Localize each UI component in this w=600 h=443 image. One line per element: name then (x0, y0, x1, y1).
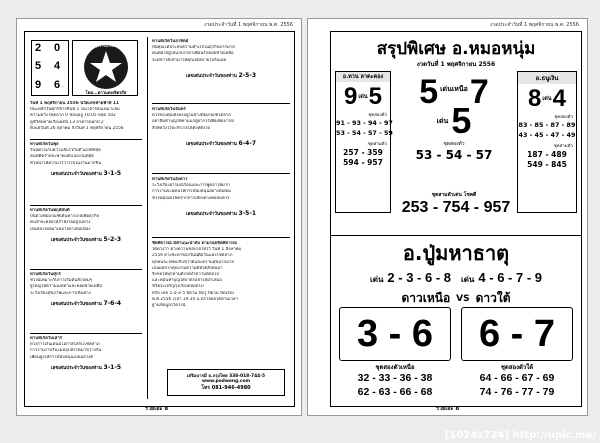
threes-row: 257 - 359 (343, 148, 383, 157)
den-label: เด่น (436, 116, 449, 125)
zodiac-section (30, 269, 142, 333)
threes-label: ชุดสามตัว (553, 144, 573, 149)
grid-cell: 9 (35, 79, 42, 91)
north-pair: 3 - 6 (356, 313, 434, 355)
section-line: วันนี้ควรเก็บความลับไว้กับตัวเองดีที่สุด (30, 148, 101, 154)
south-pair-box (461, 307, 573, 361)
zodiac-section (152, 103, 290, 173)
zodiac-section (152, 173, 290, 237)
intro-text (30, 101, 142, 132)
section2-title: อ.ปู่มหาธาตุ (402, 241, 510, 265)
logo-subtitle: โดย...ดาวแดงเจิดจรัส (85, 90, 127, 95)
lead-digit: 7 (469, 73, 489, 111)
number-grid (31, 40, 69, 96)
threes-row: 549 - 845 (527, 160, 567, 169)
section-title: ท่านที่เกิดวันศุกร์ (30, 272, 61, 277)
north-rows (335, 371, 455, 399)
section-line: หัวหน้าให้ความไว้วางใจในงานมากขึ้น (30, 160, 102, 166)
intro-line: ปีนะหลักวันศุกร์ข้างขึ้นที่ 1 ในเวลาร้อนเหมาะสม (30, 107, 120, 113)
article-title: ชิตพิจารณ์ มีคำแนะนำลับ ตามรอยชิตพิจารณ์ (152, 241, 237, 246)
grid-cell: 5 (35, 60, 42, 72)
article-line: ทุกคนจะได้พบกับข่าวดีและความสุขมากมาย (152, 259, 234, 265)
right-header-date: งวดประจำวันที่ 1 พฤศจิกายน พ.ศ. 2556 (490, 22, 579, 28)
right-footer: รวยเละ 8 (436, 406, 460, 412)
article-line: ชีวิตจะเจริญรุ่งเรืองตลอดไป (152, 284, 204, 290)
zodiac-section (30, 205, 142, 269)
zodiac-section (152, 39, 290, 103)
contact-box (167, 369, 285, 396)
intro-line: วันที่ 1 พฤศจิกายน 2556 นี้วัดเลขท้ายฟ้าที่ 11 (30, 101, 119, 106)
twos-row: 83 - 85 - 87 - 89 (518, 121, 576, 129)
section-line: การงานราบรื่นไม่มีอุปสรรคมาขวางกั้น (30, 348, 102, 354)
lucky-label: เลขเด่นประจำวันของท่าน (50, 301, 102, 307)
left-footer: รวยเละ 8 (145, 406, 169, 412)
article-line: เป็นผลจากคุณงามความดีที่ได้สั่งสมมา (152, 265, 223, 271)
contact-web[interactable]: www.podwong.com (201, 379, 251, 384)
logo-text: ซองสุวรรณเชี่ยวชาญ (87, 43, 125, 48)
twos-row: 43 - 45 - 47 - 49 (518, 131, 576, 139)
article (152, 237, 290, 309)
section-title: ท่านที่เกิดวันอาทิตย์ (152, 39, 189, 44)
section-line: เงินทองไหลมาเทมาอย่างต่อเนื่อง (30, 226, 91, 232)
section-line: อย่าลืมทำบุญให้ทานแก่ผู้ยากไร้เพื่อเพิ่มบารมี (152, 119, 234, 125)
south-row: 74 - 76 - 77 - 79 (479, 386, 555, 398)
right-page (307, 18, 588, 416)
den-label: เด่น (542, 96, 552, 102)
den-numbers: 2 - 3 - 6 - 8 (387, 270, 451, 285)
watermark: [1024x724] http://upic.me/ (444, 430, 596, 441)
prediction-box-right (517, 71, 577, 213)
vs-label: VS (456, 293, 470, 304)
banner-label: ชุดสามตัวเด่น โชคดี (431, 192, 477, 198)
right-column-sections (152, 39, 290, 309)
twos-row: 91 - 93 - 94 - 97 (336, 119, 393, 127)
twos-label: ชุดสองตัว (554, 115, 573, 120)
twos-label: ชุดสองตัว (368, 113, 387, 118)
article-line: และหมั่นทำบุญใส่บาตรอย่างสม่ำเสมอ (152, 278, 222, 284)
north-row: 32 - 33 - 36 - 38 (357, 372, 433, 384)
left-column-sections (30, 139, 142, 393)
page-subtitle: งวดวันที่ 1 พฤศจิกายน 2556 (416, 61, 496, 68)
box-name: อ.ทวน ลาตะคอง (336, 72, 390, 82)
section-line: สิ่งที่หวังไว้จะสำเร็จได้ดังที่ตั้งใจ (152, 125, 210, 131)
lucky-label: เลขเด่นประจำวันของท่าน (185, 141, 237, 147)
section-line: ช่วงนี้คุณมีโชคจากการเสี่ยงดวงพอสมควร (152, 195, 230, 201)
logo-box (72, 40, 138, 96)
lead-digit: 5 (451, 100, 472, 141)
threes-row: 594 - 957 (343, 158, 383, 167)
article-line: จึงขอให้ทุกท่านตั้งใจทำความดีต่อไป (152, 272, 220, 278)
section-line: คนที่คิดร้ายจะพ่ายแพ้ไปเองในที่สุด (30, 154, 95, 160)
twos-label: ชุดสองตัว (443, 141, 465, 147)
intro-line: ความหวังโชคลาภ 0 ช่อนอยู่ 16:05 หลุด 502 (30, 113, 116, 119)
lead-digit: 8 (528, 85, 542, 112)
north-pair-box (339, 307, 451, 361)
article-line: 2556 ดวงชะตาของวันนี้คือวันแห่งโชคลาภ (152, 253, 233, 259)
section-line: ช่วงนี้เหมาะกับการเริ่มต้นสิ่งใหม่ๆ (30, 278, 92, 284)
banner-numbers: 253 - 754 - 957 (401, 199, 511, 216)
star-south-label: ดาวใต้ (475, 291, 511, 305)
section-line: ผู้ใหญ่ให้ความเมตตาและคอยช่วยเหลือ (30, 284, 102, 290)
section-title: ท่านที่เกิดวันจันทร์ (152, 107, 186, 112)
lucky-label: เลขเด่นประจำวันของท่าน (50, 171, 102, 177)
lucky-number: 5-2-3 (103, 235, 122, 243)
grid-cell: 6 (54, 79, 61, 91)
section-line: ปีนี้คุณได้ประสบความสำเร็จในธุรกิจมากมาย (152, 45, 235, 51)
left-page (16, 18, 302, 416)
den-row (335, 270, 577, 286)
south-label: ชุดสองตัวใต้ (500, 364, 534, 371)
contact-tel: โทร 081-946-4980 (201, 385, 251, 391)
section-line: ปีนี้ดวงดีมีเกณฑ์เดินทางไกลเพื่อธุรกิจ (30, 214, 100, 220)
section-title: ท่านที่เกิดวันพุธ (30, 142, 59, 147)
lead-digit: 4 (552, 85, 566, 112)
section-line: จะมีข่าวดีเข้ามาให้คุณได้สบายใจกันเลย (152, 57, 227, 63)
south-pair: 6 - 7 (478, 313, 556, 355)
section-title: ท่านที่เกิดวันพฤหัสบดี (30, 208, 70, 213)
article-line: ฐานข้อมูลไว้ตรงนี้ (152, 303, 186, 309)
lucky-number: 3-5-1 (238, 209, 257, 217)
lucky-label: เลขเด่นประจำวันของท่าน (50, 365, 102, 371)
lead-digit: 9 (344, 83, 358, 110)
grid-cell: 4 (54, 60, 61, 72)
threes-label: ชุดสามตัว (367, 142, 387, 147)
lucky-number: 2-5-3 (238, 71, 257, 79)
lead-digit: 5 (419, 73, 439, 111)
versus-row (335, 289, 577, 308)
page-title: สรุปพิเศษ อ.หมอหนุ่ม (376, 39, 536, 59)
den-label: เด่น (461, 275, 475, 284)
intro-line: ดูชีวิตหลายเรื่องอ็ตนิ 13 อาคารดอกปี 2 (30, 119, 104, 125)
twos-row: 53 - 54 - 57 (415, 148, 493, 162)
den-north-label: เด่นเหนือ (440, 85, 468, 93)
section-title: ท่านที่เกิดวันเสาร์ (30, 336, 63, 341)
lucky-label: เลขเด่นประจำวันของท่าน (185, 73, 237, 79)
star-icon (84, 45, 128, 89)
lucky-number: 3-1-5 (103, 363, 122, 371)
contact-name: เสริมบารมี ธ.กรุงไทย 338-018-744-5 (186, 374, 266, 379)
threes-row: 187 - 489 (527, 150, 567, 159)
article-line: ได้ดวงว่า ดวงความชอบใจให้ไว้ วันที่ 1 สิงหาคม (152, 247, 242, 253)
grid-cell: 0 (54, 42, 61, 54)
star-north-label: ดาวเหนือ (401, 291, 451, 305)
grid-cell: 2 (35, 42, 42, 54)
intro-line: ตั้งแต่วันที่ 26 ตุลาคม ถึงวันที่ 1 พฤศจิกายน 2556 (30, 125, 124, 131)
lucky-number: 3-1-5 (103, 169, 122, 177)
north-label: ชุดสองตัวเหนือ (375, 364, 415, 371)
article-line: พ.ศ.2556 เวลา 19.34 น.ตรวจผลได้ตามเวลา (152, 296, 238, 302)
twos-row: 53 - 54 - 57 - 59 (336, 129, 393, 137)
prediction-box-left (335, 71, 391, 213)
lucky-label: เลขเด่นประจำวันของท่าน (185, 211, 237, 217)
section-line: คนที่มีใจผู้ได้แก่บรรดาเพื่อนรักคอยช่วยเหลือ (152, 51, 234, 57)
zodiac-section (30, 333, 142, 393)
south-rows (457, 371, 577, 399)
section-line: คนรักจะคอยให้กำลังใจอยู่ไม่ห่าง (30, 220, 91, 226)
den-label: เด่น (370, 275, 384, 284)
south-row: 64 - 66 - 67 - 69 (479, 372, 555, 384)
section-line: ดวงของคุณยังคงอยู่ในช่วงดีมีเกณฑ์ได้ลาภ (152, 113, 232, 119)
article-line: หรือ เลข 1-2-3-5 ปิดวน ปิดรู ปิดวน ปิดเรียง (152, 290, 235, 296)
section-title: ท่านที่เกิดวันอังคาร (152, 177, 188, 182)
north-row: 62 - 63 - 66 - 68 (357, 386, 433, 398)
zodiac-section (30, 139, 142, 205)
logo-emblem (84, 45, 128, 89)
section-line: การงานจะมีคนให้การสนับสนุนอย่างดีเยี่ยม (152, 189, 232, 195)
left-header-date: งวดประจำวันที่ 1 พฤศจิกายน พ.ศ. 2556 (204, 22, 293, 28)
lucky-label: เลขเด่นประจำวันของท่าน (50, 237, 102, 243)
lucky-number: 6-4-7 (238, 139, 257, 147)
den-numbers: 4 - 6 - 7 - 9 (478, 270, 542, 285)
section-line: เพื่อนฝูงให้การสนับสนุนเป็นอย่างดี (30, 354, 94, 360)
box-name: อ.ธนูเงิน (518, 72, 576, 84)
den-label: เด่น (358, 94, 368, 100)
lead-digit: 5 (368, 83, 382, 110)
column-divider (147, 37, 148, 399)
section-line: ระวังเรื่องสุขภาพและการเดินทาง (30, 290, 91, 296)
lucky-number: 7-6-4 (103, 299, 122, 307)
section-line: ระวังเรื่องอารมณ์ร้อนและการพูดจาให้มาก (152, 183, 230, 189)
section-line: ดวงการเงินเด่นมีโอกาสได้รับโชคลาภ (30, 342, 100, 348)
